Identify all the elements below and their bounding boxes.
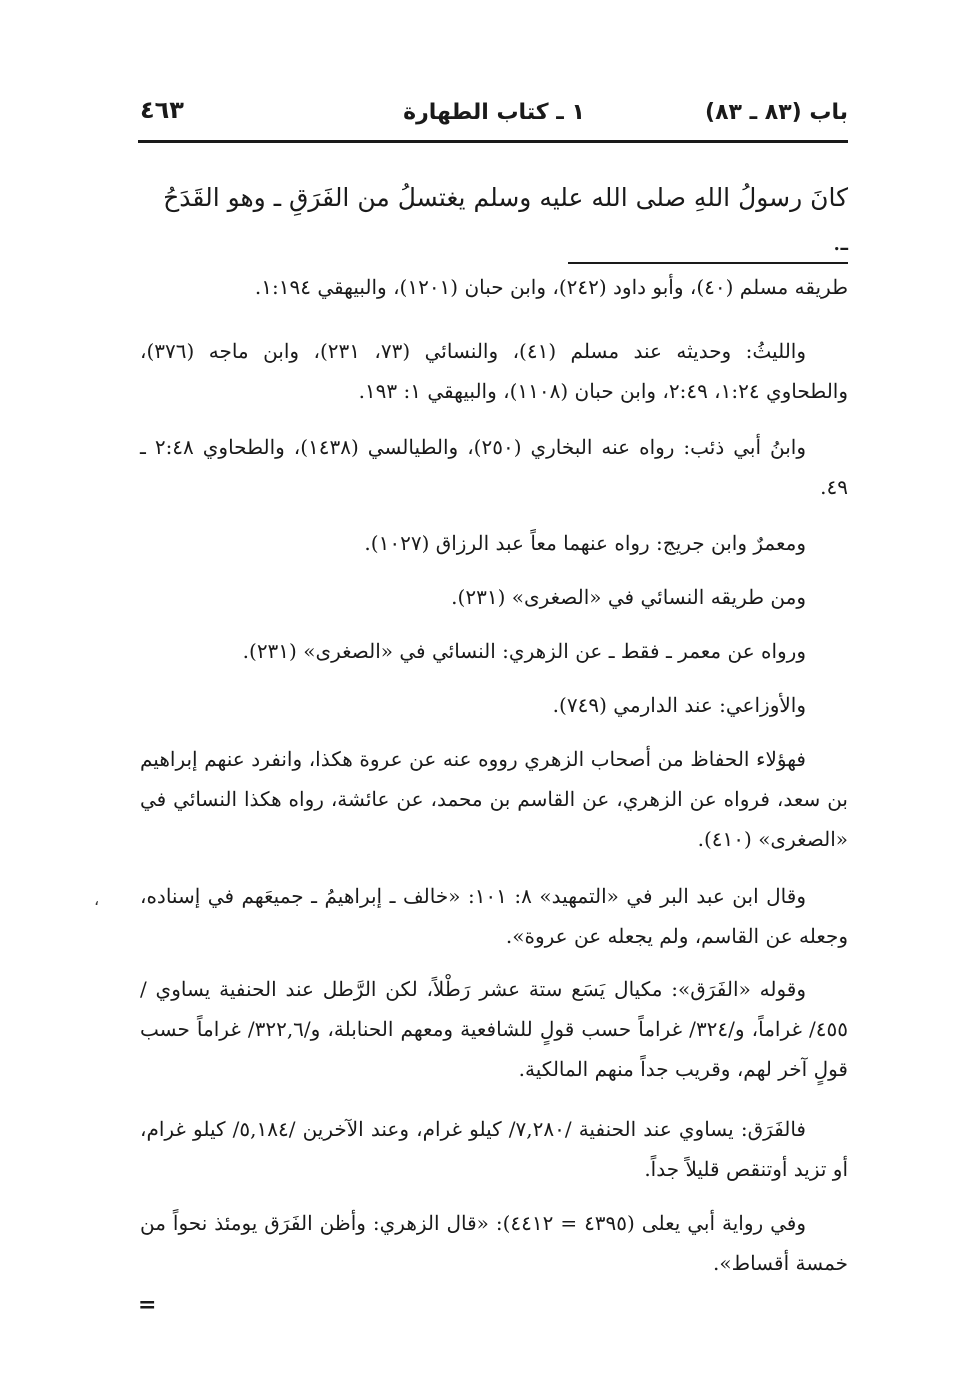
footnote-paragraph-10: وقوله «الفَرَق»: مكيال يَسَع ستة عشر رَطْلاً، لكن الرَّطل عند الحنفية يساوي /٤٥٥/ غراماً، و/٣٢٤/ غراماً حسب قولٍ للشافعية ومعهم الحنابلة، و/٣٢٢,٦/ غراماً حسب قولٍ آخر لهم، وقريب جداً منهم المالكية. [140, 977, 849, 1081]
page-number: ٤٦٣ [140, 96, 184, 124]
footnote-paragraph-1: طريقه مسلم (٤٠)، وأبو داود (٢٤٢)، وابن حبان (١٢٠١)، والبيهقي ١:١٩٤. [254, 275, 848, 299]
footnote-paragraph-2: والليثُ: وحديثه عند مسلم (٤١)، والنسائي (٧٣، ٢٣١)، وابن ماجه (٣٧٦)، والطحاوي ١:٢٤، ٢:٤٩، وابن حبان (١١٠٨)، والبيهقي ١: ١٩٣. [140, 339, 848, 403]
footnote-paragraph-8: فهؤلاء الحفاظ من أصحاب الزهري رووه عنه عن عروة هكذا، وانفرد عنهم إبراهيم بن سعد، فرواه عن الزهري، عن القاسم بن محمد، عن عائشة، رواه هكذا النسائي في «الصغرى» (٤١٠). [140, 747, 848, 851]
continuation-mark: = [138, 1292, 157, 1318]
chapter-heading: باب (٨٣ ـ ٨٣) [705, 100, 848, 125]
footnote-paragraph-5: ومن طريقه النسائي في «الصغرى» (٢٣١). [451, 585, 806, 609]
footnote-paragraph-4: ومعمرٌ وابن جريج: رواه عنهما معاً عبد الرزاق (١٠٢٧). [364, 531, 806, 555]
hadith-text: كانَ رسولُ اللهِ صلى الله عليه وسلم يغتسلُ من الفَرَقِ ـ وهو القَدَحُ ـ. [163, 183, 848, 256]
margin-mark: ، [94, 890, 100, 909]
footnote-paragraph-3: وابنُ أبي ذئب: رواه عنه البخاري (٢٥٠)، والطيالسي (١٤٣٨)، والطحاوي ٢:٤٨ ـ ٤٩. [140, 435, 848, 499]
running-header [140, 92, 848, 136]
footnote-separator [568, 262, 848, 264]
footnote-paragraph-11: فالفَرَق: يساوي عند الحنفية /٧,٢٨٠/ كيلو غرام، وعند الآخرين /٥,١٨٤/ كيلو غرام، أو تزيد أوتنقص قليلاً جداً. [140, 1117, 848, 1181]
footnote-paragraph-7: والأوزاعي: عند الدارمي (٧٤٩). [552, 693, 806, 717]
footnote-paragraph-12: وفي رواية أبي يعلى (٤٣٩٥ = ٤٤١٢): «قال الزهري: وأظن الفَرَق يومئذ نحواً من خمسة أقساط». [140, 1211, 848, 1275]
footnote-paragraph-6: ورواه عن معمر ـ فقط ـ عن الزهري: النسائي في «الصغرى» (٢٣١). [242, 639, 806, 663]
book-heading: ١ ـ كتاب الطهارة [403, 100, 585, 125]
header-rule [138, 140, 848, 143]
footnote-paragraph-9: وقال ابن عبد البر في «التمهيد» ٨: ١٠١: «خالف ـ إبراهيمُ ـ جميعَهم في إسناده، وجعله عن القاسم، ولم يجعله عن عروة». [140, 884, 848, 948]
